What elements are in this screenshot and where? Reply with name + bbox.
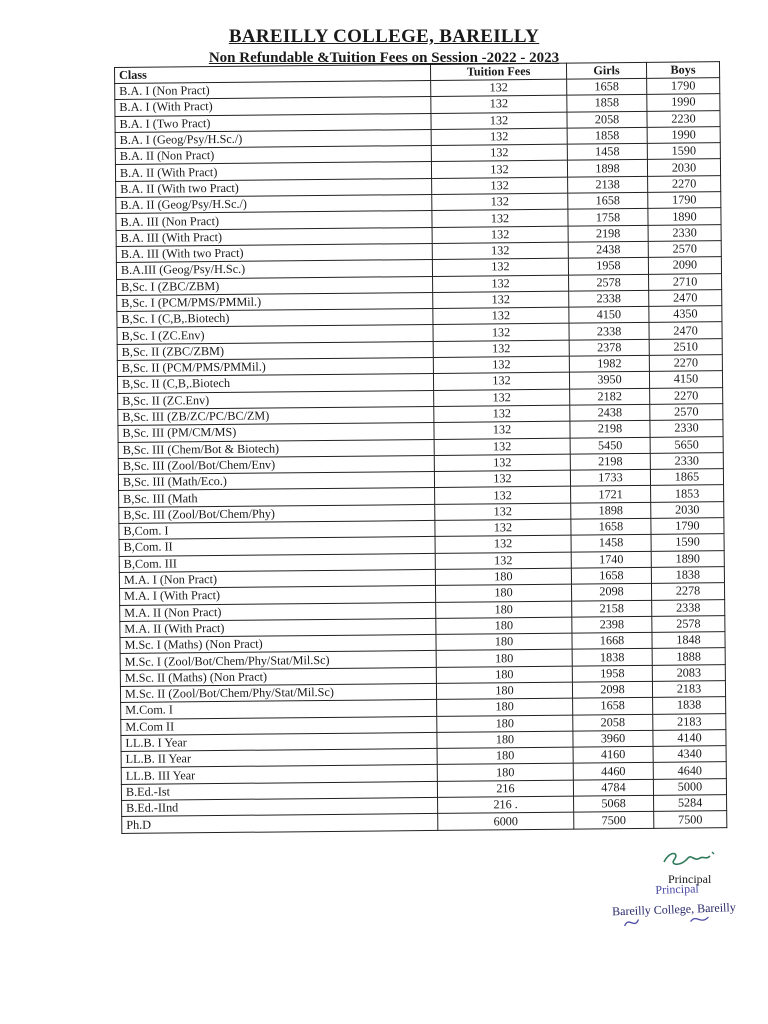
tuition-fee-cell: 180: [436, 617, 572, 635]
tuition-fee-cell: 180: [437, 764, 573, 782]
girls-fee-cell: 1958: [568, 258, 648, 275]
class-cell: B,Sc. I (ZC.Env): [117, 325, 433, 344]
tuition-fee-cell: 132: [432, 210, 568, 228]
class-cell: M.Sc. II (Zool/Bot/Chem/Phy/Stat/Mil.Sc): [120, 683, 436, 702]
tuition-fee-cell: 132: [433, 291, 569, 309]
tuition-fee-cell: 132: [435, 535, 571, 553]
fee-session-subtitle: Non Refundable &Tuition Fees on Session -2022 - 2023: [208, 50, 560, 66]
column-header-tuition-fees: Tuition Fees: [430, 63, 566, 80]
class-cell: B,Sc. II (ZBC/ZBM): [117, 341, 433, 360]
boys-fee-cell: 5284: [654, 795, 727, 812]
tuition-fee-cell: 132: [434, 470, 570, 488]
girls-fee-cell: 7500: [574, 812, 654, 829]
class-cell: B,Com. II: [119, 537, 435, 556]
girls-fee-cell: 3960: [573, 730, 653, 747]
class-cell: M.Sc. I (Zool/Bot/Chem/Phy/Stat/Mil.Sc): [120, 651, 436, 670]
class-cell: B.A. III (Non Pract): [116, 211, 432, 230]
boys-fee-cell: 2510: [649, 338, 722, 355]
girls-fee-cell: 5068: [574, 795, 654, 812]
boys-fee-cell: 2230: [647, 110, 720, 127]
class-cell: B.A. I (Non Pract): [115, 80, 431, 99]
tuition-fee-cell: 132: [431, 95, 567, 113]
girls-fee-cell: 2198: [570, 421, 650, 438]
boys-fee-cell: 1790: [647, 78, 720, 95]
girls-fee-cell: 2058: [573, 714, 653, 731]
tuition-fee-cell: 180: [436, 601, 572, 619]
class-cell: B,Sc. II (C,B,.Biotech: [117, 374, 433, 393]
boys-fee-cell: 1790: [648, 192, 721, 209]
stamp-institution: Bareilly College, Bareilly: [611, 900, 736, 919]
girls-fee-cell: 2578: [569, 274, 649, 291]
boys-fee-cell: 1890: [648, 208, 721, 225]
fee-table-body: [115, 78, 727, 833]
girls-fee-cell: 1982: [569, 355, 649, 372]
girls-fee-cell: 1858: [567, 95, 647, 112]
class-cell: B,Sc. III (Zool/Bot/Chem/Phy): [119, 504, 435, 523]
boys-fee-cell: 1590: [647, 143, 720, 160]
girls-fee-cell: 2438: [570, 404, 650, 421]
boys-fee-cell: 2470: [649, 322, 722, 339]
tuition-fee-cell: 132: [434, 438, 570, 456]
girls-fee-cell: 2398: [572, 616, 652, 633]
boys-fee-cell: 2470: [649, 290, 722, 307]
girls-fee-cell: 1958: [572, 665, 652, 682]
tuition-fee-cell: 132: [435, 487, 571, 505]
boys-fee-cell: 2183: [653, 713, 726, 730]
girls-fee-cell: 2198: [568, 225, 648, 242]
boys-fee-cell: 5000: [653, 778, 726, 795]
girls-fee-cell: 4160: [573, 747, 653, 764]
boys-fee-cell: 2330: [648, 224, 721, 241]
tuition-fee-cell: 132: [433, 275, 569, 293]
boys-fee-cell: 2270: [649, 355, 722, 372]
boys-fee-cell: 2183: [652, 681, 725, 698]
class-cell: B.A. II (With two Pract): [116, 178, 432, 197]
boys-fee-cell: 2578: [652, 615, 725, 632]
class-cell: B,Sc. II (ZC.Env): [118, 390, 434, 409]
girls-fee-cell: 1658: [567, 78, 647, 95]
boys-fee-cell: 2570: [648, 241, 721, 258]
boys-fee-cell: 4150: [649, 371, 722, 388]
girls-fee-cell: 1898: [571, 502, 651, 519]
boys-fee-cell: 2030: [647, 159, 720, 176]
class-cell: B,Com. I: [119, 520, 435, 539]
boys-fee-cell: 2710: [649, 273, 722, 290]
tuition-fee-cell: 216: [437, 780, 573, 798]
class-cell: M.A. I (With Pract): [120, 586, 436, 605]
girls-fee-cell: 1838: [572, 649, 652, 666]
class-cell: LL.B. II Year: [121, 749, 437, 768]
girls-fee-cell: 2138: [568, 176, 648, 193]
girls-fee-cell: 2098: [571, 584, 651, 601]
class-cell: M.Sc. I (Maths) (Non Pract): [120, 635, 436, 654]
column-header-girls: Girls: [566, 62, 646, 79]
tuition-fee-cell: 132: [433, 372, 569, 390]
college-title: BAREILLY COLLEGE, BAREILLY: [228, 26, 540, 47]
boys-fee-cell: 2330: [650, 420, 723, 437]
boys-fee-cell: 4340: [653, 746, 726, 763]
boys-fee-cell: 2338: [652, 599, 725, 616]
girls-fee-cell: 1458: [571, 535, 651, 552]
class-cell: B,Sc. III (PM/CM/MS): [118, 423, 434, 442]
boys-fee-cell: 2570: [650, 404, 723, 421]
principal-stamp: [605, 877, 757, 934]
tuition-fee-cell: 132: [432, 177, 568, 195]
tuition-fee-cell: 180: [437, 747, 573, 765]
girls-fee-cell: 1668: [572, 632, 652, 649]
boys-fee-cell: 1590: [651, 534, 724, 551]
boys-fee-cell: 1838: [651, 567, 724, 584]
boys-fee-cell: 1853: [651, 485, 724, 502]
column-header-class: Class: [115, 64, 431, 83]
class-cell: B.A.III (Geog/Psy/H.Sc.): [116, 260, 432, 279]
class-cell: Ph.D: [122, 814, 438, 833]
class-cell: B.A. I (With Pract): [115, 97, 431, 116]
class-cell: B.A. III (With Pract): [116, 227, 432, 246]
tuition-fee-cell: 132: [431, 128, 567, 146]
class-cell: B,Sc. III (ZB/ZC/PC/BC/ZM): [118, 406, 434, 425]
girls-fee-cell: 2438: [568, 241, 648, 258]
girls-fee-cell: 1733: [570, 469, 650, 486]
class-cell: B,Sc. III (Math: [119, 488, 435, 507]
boys-fee-cell: 2083: [652, 664, 725, 681]
column-header-boys: Boys: [646, 62, 719, 79]
tuition-fee-cell: 132: [432, 242, 568, 260]
girls-fee-cell: 4784: [573, 779, 653, 796]
class-cell: M.A. II (With Pract): [120, 618, 436, 637]
girls-fee-cell: 4150: [569, 307, 649, 324]
class-cell: B.Ed.-Ist: [121, 781, 437, 800]
tuition-fee-cell: 216 .: [438, 796, 574, 814]
girls-fee-cell: 2338: [569, 290, 649, 307]
class-cell: B,Sc. II (PCM/PMS/PMMil.): [117, 357, 433, 376]
principal-label: Principal: [668, 872, 712, 886]
girls-fee-cell: 5450: [570, 437, 650, 454]
girls-fee-cell: 2158: [572, 600, 652, 617]
girls-fee-cell: 1658: [568, 192, 648, 209]
boys-fee-cell: 1848: [652, 632, 725, 649]
boys-fee-cell: 2278: [651, 583, 724, 600]
class-cell: M.Com. I: [121, 700, 437, 719]
class-cell: LL.B. I Year: [121, 732, 437, 751]
tuition-fee-cell: 180: [435, 584, 571, 602]
girls-fee-cell: 1458: [567, 144, 647, 161]
stamp-title: Principal: [655, 881, 699, 897]
girls-fee-cell: 1758: [568, 209, 648, 226]
boys-fee-cell: 4350: [649, 306, 722, 323]
boys-fee-cell: 2270: [650, 387, 723, 404]
boys-fee-cell: 2090: [648, 257, 721, 274]
tuition-fee-cell: 180: [436, 650, 572, 668]
tuition-fee-cell: 132: [431, 79, 567, 97]
girls-fee-cell: 2378: [569, 339, 649, 356]
tuition-fee-cell: 132: [433, 324, 569, 342]
boys-fee-cell: 2030: [651, 501, 724, 518]
tuition-fee-cell: 132: [434, 454, 570, 472]
girls-fee-cell: 1898: [567, 160, 647, 177]
girls-fee-cell: 2098: [572, 681, 652, 698]
tuition-fee-cell: 132: [433, 340, 569, 358]
class-cell: B,Com. III: [119, 553, 435, 572]
class-cell: B,Sc. I (C,B,.Biotech): [117, 309, 433, 328]
stamp-initials-mark: [620, 910, 741, 932]
class-cell: LL.B. III Year: [121, 765, 437, 784]
class-cell: B.A. I (Two Pract): [115, 113, 431, 132]
tuition-fee-cell: 132: [431, 112, 567, 130]
boys-fee-cell: 1790: [651, 518, 724, 535]
tuition-fee-cell: 132: [434, 389, 570, 407]
boys-fee-cell: 1865: [650, 469, 723, 486]
class-cell: B.A. II (Geog/Psy/H.Sc./): [116, 195, 432, 214]
girls-fee-cell: 1740: [571, 551, 651, 568]
boys-fee-cell: 1888: [652, 648, 725, 665]
tuition-fee-cell: 132: [431, 144, 567, 162]
tuition-fee-cell: 132: [433, 356, 569, 374]
fee-table: [114, 61, 727, 833]
class-cell: B,Sc. I (ZBC/ZBM): [117, 276, 433, 295]
class-cell: B.A. II (Non Pract): [115, 146, 431, 165]
class-cell: B,Sc. III (Chem/Bot & Biotech): [118, 439, 434, 458]
girls-fee-cell: 2058: [567, 111, 647, 128]
boys-fee-cell: 1838: [653, 697, 726, 714]
girls-fee-cell: 2198: [570, 453, 650, 470]
class-cell: B.A. I (Geog/Psy/H.Sc./): [115, 129, 431, 148]
tuition-fee-cell: 180: [437, 731, 573, 749]
tuition-fee-cell: 180: [435, 568, 571, 586]
boys-fee-cell: 1890: [651, 550, 724, 567]
girls-fee-cell: 2338: [569, 323, 649, 340]
tuition-fee-cell: 132: [435, 552, 571, 570]
girls-fee-cell: 1858: [567, 127, 647, 144]
class-cell: B.A. III (With two Pract): [116, 243, 432, 262]
class-cell: B,Sc. I (PCM/PMS/PMMil.): [117, 292, 433, 311]
girls-fee-cell: 4460: [573, 763, 653, 780]
girls-fee-cell: 1658: [571, 567, 651, 584]
tuition-fee-cell: 132: [432, 258, 568, 276]
class-cell: M.A. I (Non Pract): [119, 569, 435, 588]
boys-fee-cell: 1990: [647, 94, 720, 111]
boys-fee-cell: 4140: [653, 730, 726, 747]
tuition-fee-cell: 132: [435, 503, 571, 521]
class-cell: M.Sc. II (Maths) (Non Pract): [120, 667, 436, 686]
tuition-fee-cell: 180: [436, 682, 572, 700]
boys-fee-cell: 7500: [654, 811, 727, 828]
tuition-fee-cell: 180: [436, 666, 572, 684]
class-cell: B.Ed.-IInd: [122, 797, 438, 816]
class-cell: B,Sc. III (Math/Eco.): [118, 472, 434, 491]
girls-fee-cell: 1658: [573, 698, 653, 715]
girls-fee-cell: 1721: [571, 486, 651, 503]
tuition-fee-cell: 180: [436, 633, 572, 651]
boys-fee-cell: 2330: [650, 452, 723, 469]
tuition-fee-cell: 132: [435, 519, 571, 537]
class-cell: M.A. II (Non Pract): [120, 602, 436, 621]
boys-fee-cell: 5650: [650, 436, 723, 453]
tuition-fee-cell: 132: [434, 405, 570, 423]
tuition-fee-cell: 132: [431, 161, 567, 179]
tuition-fee-cell: 6000: [438, 812, 574, 830]
tuition-fee-cell: 132: [433, 307, 569, 325]
class-cell: M.Com II: [121, 716, 437, 735]
tuition-fee-cell: 132: [432, 193, 568, 211]
boys-fee-cell: 4640: [653, 762, 726, 779]
class-cell: B.A. II (With Pract): [115, 162, 431, 181]
boys-fee-cell: 1990: [647, 127, 720, 144]
girls-fee-cell: 1658: [571, 518, 651, 535]
tuition-fee-cell: 180: [437, 698, 573, 716]
tuition-fee-cell: 180: [437, 715, 573, 733]
tuition-fee-cell: 132: [434, 421, 570, 439]
boys-fee-cell: 2270: [648, 175, 721, 192]
class-cell: B,Sc. III (Zool/Bot/Chem/Env): [118, 455, 434, 474]
tuition-fee-cell: 132: [432, 226, 568, 244]
girls-fee-cell: 3950: [569, 372, 649, 389]
principal-signature: [660, 846, 720, 872]
girls-fee-cell: 2182: [570, 388, 650, 405]
